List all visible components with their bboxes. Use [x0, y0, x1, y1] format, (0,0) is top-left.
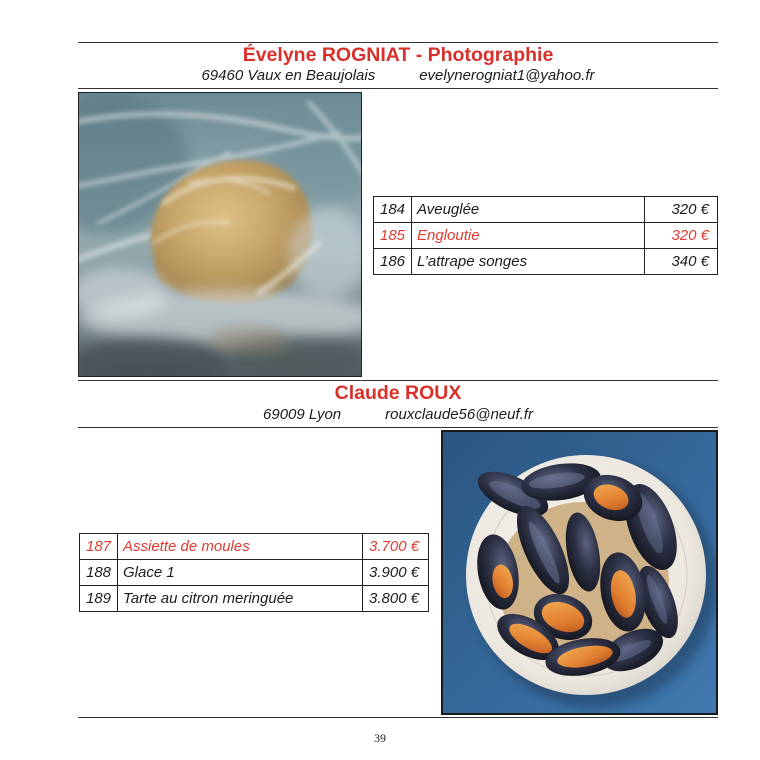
work-title: L’attrape songes: [412, 249, 645, 275]
work-number: 185: [374, 223, 412, 249]
work-price: 340 €: [645, 249, 718, 275]
work-title: Aveuglée: [412, 197, 645, 223]
work-price: 3.700 €: [363, 534, 429, 560]
work-row: [80, 586, 429, 612]
artist-location: 69460 Vaux en Beaujolais: [201, 67, 376, 84]
work-row: [80, 534, 429, 560]
work-price: 320 €: [645, 197, 718, 223]
work-row: [80, 560, 429, 586]
work-number: 187: [80, 534, 118, 560]
page-number: 39: [374, 731, 386, 745]
work-number: 188: [80, 560, 118, 586]
artwork-painting: [441, 430, 718, 715]
work-row: [374, 223, 718, 249]
header-bottom-rule: [78, 88, 718, 89]
artist-name: Claude ROUX: [334, 382, 462, 404]
works-table: [373, 196, 718, 275]
work-price: 320 €: [645, 223, 718, 249]
works-table: [79, 533, 429, 612]
artist-contact: [78, 67, 718, 85]
header-bottom-rule: [78, 427, 718, 428]
work-number: 189: [80, 586, 118, 612]
painting-image: [443, 432, 716, 713]
work-price: 3.900 €: [363, 560, 429, 586]
work-title: Tarte au citron meringuée: [118, 586, 363, 612]
artist-contact: [78, 406, 718, 424]
work-price: 3.800 €: [363, 586, 429, 612]
artist-location: 69009 Lyon: [263, 406, 342, 423]
artist-email: evelynerogniat1@yahoo.fr: [419, 67, 595, 84]
work-row: [374, 249, 718, 275]
work-number: 186: [374, 249, 412, 275]
artwork-photograph: [78, 92, 362, 377]
work-title: Assiette de moules: [118, 534, 363, 560]
page-bottom-rule: [78, 717, 718, 718]
photograph-image: [79, 93, 361, 376]
artist-email: rouxclaude56@neuf.fr: [385, 406, 533, 423]
work-title: Engloutie: [412, 223, 645, 249]
work-row: [374, 197, 718, 223]
work-number: 184: [374, 197, 412, 223]
artist-name: Évelyne ROGNIAT - Photographie: [242, 44, 554, 66]
work-title: Glace 1: [118, 560, 363, 586]
